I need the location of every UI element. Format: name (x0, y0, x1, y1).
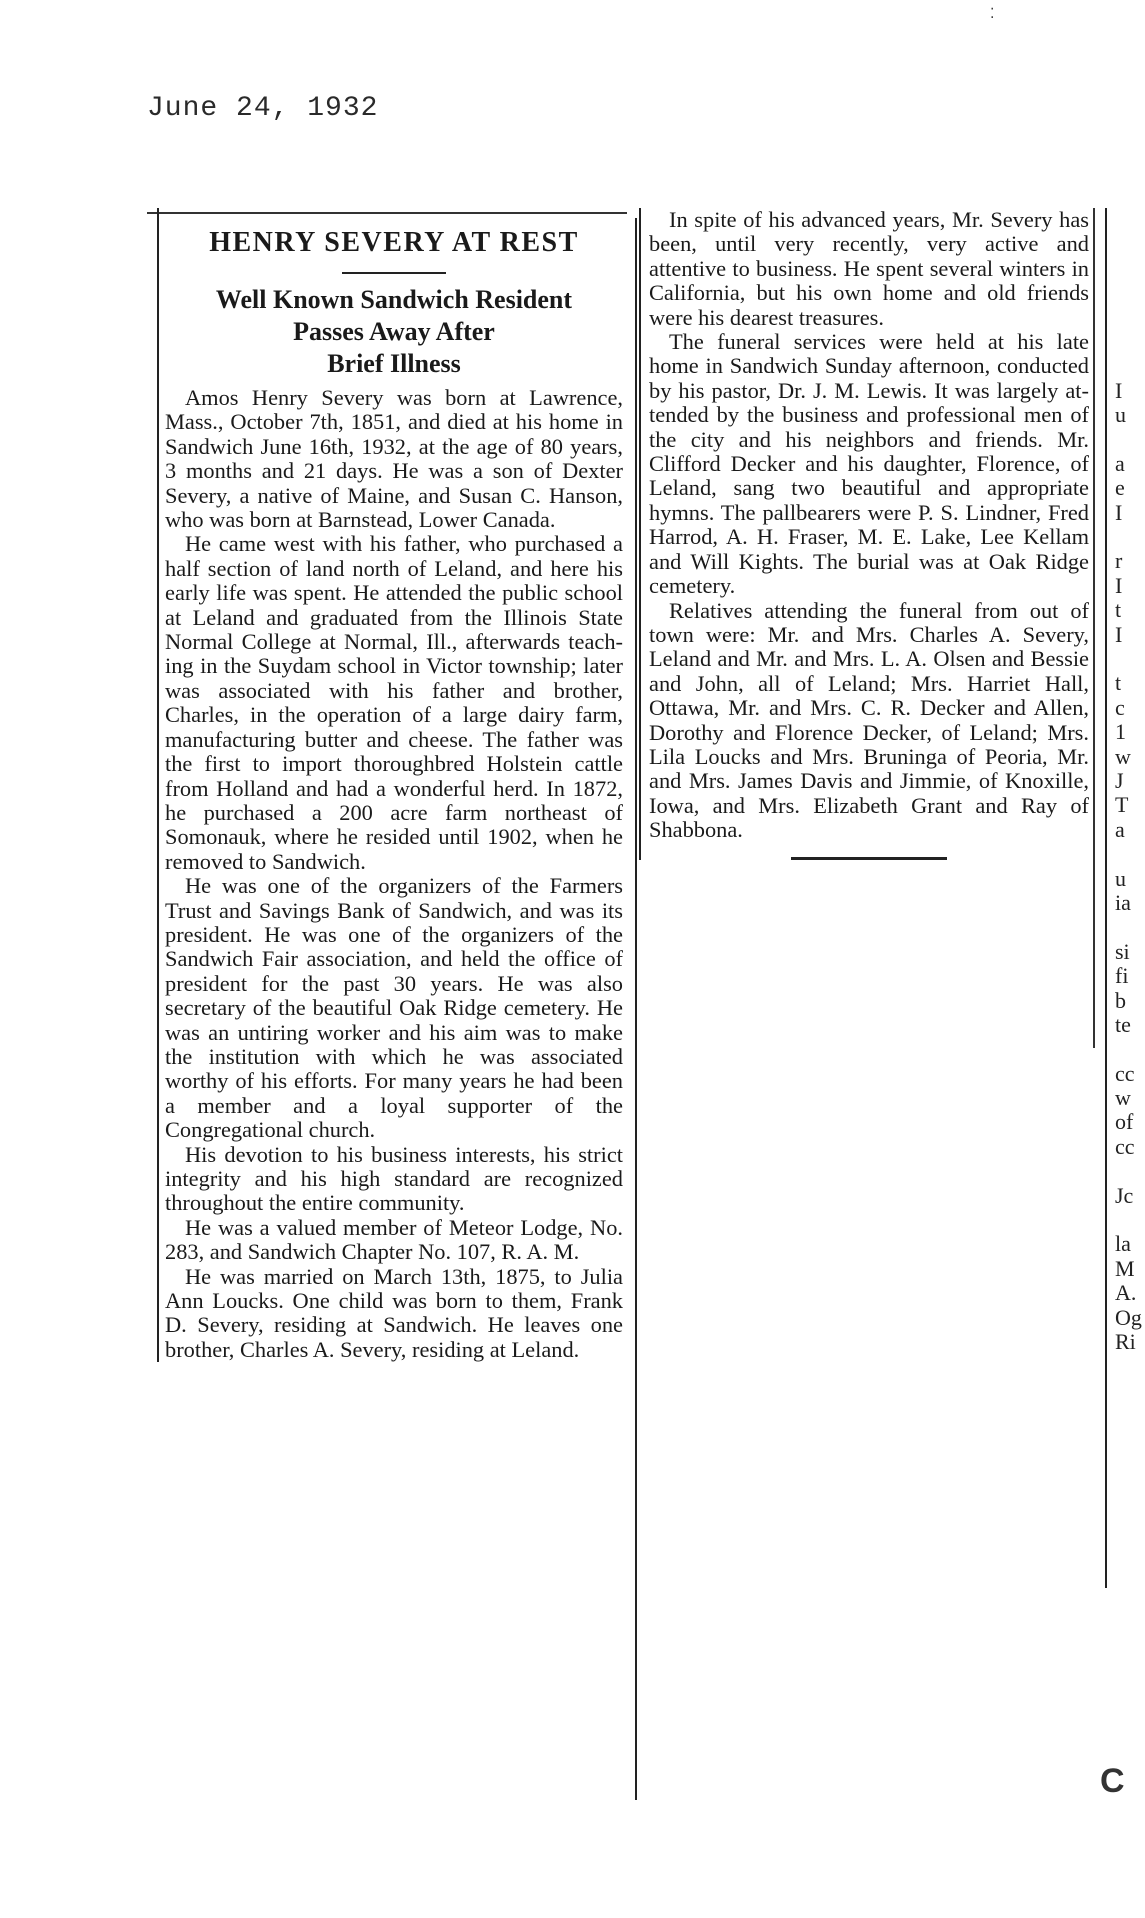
fragment-line: u (1115, 865, 1126, 891)
fragment-line (1115, 525, 1145, 549)
fragment-line: fi (1115, 963, 1129, 989)
fragment-line: I (1115, 572, 1123, 598)
fragment-line: ia (1115, 889, 1131, 915)
newspaper-clipping (147, 207, 1142, 1814)
fragment-line (1115, 428, 1145, 452)
fragment-line: a (1115, 450, 1125, 476)
fragment-line (1115, 354, 1145, 378)
fragment-line: t (1115, 670, 1122, 696)
fragment-line: w (1115, 1085, 1131, 1111)
scan-specks: ⁚ (990, 7, 995, 22)
fragment-line (1115, 1208, 1145, 1232)
adjacent-column-fragments (1115, 208, 1145, 1354)
fragment-line (1115, 306, 1145, 330)
fragment-line: u (1115, 402, 1126, 428)
fragment-line: te (1115, 1011, 1131, 1037)
fragment-line: r (1115, 548, 1123, 574)
fragment-line: b (1115, 987, 1126, 1013)
fragment-line (1115, 842, 1145, 866)
fragment-line: la (1115, 1231, 1131, 1257)
date-stamp: June 24, 1932 (147, 93, 379, 124)
deck-line: Well Known Sandwich Resident (215, 285, 573, 314)
fragment-line (1115, 1037, 1145, 1061)
fragment-line: I (1115, 499, 1123, 525)
fragment-line: w (1115, 743, 1131, 769)
deck-line: Brief Illness (327, 349, 461, 378)
column-rule (1093, 208, 1095, 1048)
fragment-line: c (1115, 694, 1125, 720)
article-deck (165, 284, 623, 380)
fragment-line (1115, 330, 1145, 354)
article-headline: HENRY SEVERY AT REST (209, 227, 579, 258)
fragment-line (1115, 208, 1145, 232)
article-paragraph: The funeral services were held at his late home in Sandwich Sunday afternoon, conducted by his pastor, Dr. J. M. Lewis. It was largely attended by the business and professional men of the city and his neighbors and friends. Mr. Clifford Decker and his daughter, Florence, of Leland, sang two beautiful and appropriate hymns. The pallbearers were P. S. Lindner, Fred Harrod, A. H. Fraser, M. E. Lake, Lee Kellam and Will Kights. The burial was at Oak Ridge cemetery. (649, 329, 1089, 599)
fragment-line (1115, 1159, 1145, 1183)
fragment-line: cc (1115, 1133, 1135, 1159)
article-end-rule (791, 857, 947, 860)
fragment-line (1115, 232, 1145, 256)
article-paragraph: Relatives attending the funeral from out of town were: Mr. and Mrs. Charles A. Severy, Leland and Mr. and Mrs. L. A. Olsen and Bessie and John, all of Leland; Mrs. Harriet Hall, Ottawa, Mr. and Mrs. C. R. Decker and Allen, Dorothy and Florence Decker, of Leland; Mrs. Lila Loucks and Mrs. Bruninga of Peoria, Mr. and Mrs. James Davis and Jimmie, of Knoxille, Iowa, and Mrs. Elizabeth Grant and Ray of Shabbona. (649, 597, 1089, 843)
fragment-line: a (1115, 816, 1125, 842)
fragment-line: cc (1115, 1060, 1135, 1086)
headline-rule (342, 272, 446, 274)
fragment-line: Og (1115, 1304, 1142, 1330)
fragment-line: Ri (1115, 1328, 1136, 1354)
fragment-line: I (1115, 377, 1123, 403)
fragment-line: t (1115, 597, 1122, 623)
fragment-line: of (1115, 1109, 1134, 1135)
fragment-line: 1 (1115, 719, 1126, 745)
article-paragraph: He was a valued member of Meteor Lodge, No. 283, and Sandwich Chapter No. 107, R. A. M. (165, 1214, 623, 1265)
column-rule (635, 218, 637, 1800)
fragment-line: J (1115, 767, 1124, 793)
article-column-1 (157, 208, 623, 1362)
fragment-line (1115, 257, 1145, 281)
fragment-line: Jc (1115, 1182, 1134, 1208)
article-column-2 (639, 208, 1089, 860)
article-paragraph: He was one of the organizers of the Farmers Trust and Savings Bank of Sandwich, and was its president. He was one of the organizers of the Sandwich Fair association, and held the office of president for the past 30 years. He was also secretary of the beautiful Oak Ridge cemetery. He was an untiring worker and his aim was to make the institution with which he was associated worthy of his efforts. For many years he had been a member and a loyal supporter of the Congregational church. (165, 873, 623, 1143)
fragment-line (1115, 281, 1145, 305)
fragment-line (1115, 647, 1145, 671)
corner-fragment: C (1100, 1762, 1125, 1800)
article-paragraph: He came west with his father, who purchased a half section of land north of Leland, and here his early life was spent. He attended the public school at Leland and graduated from the Illinois State Normal College at Normal, Ill., afterwards teaching in the Suydam school in Victor township; later was associated with his father and brother, Charles, in the operation of a large dairy farm, manufacturing butter and cheese. The father was the first to import thoroughbred Holstein cattle from Holland and had a wonderful herd. In 1872, he purchased a 200 acre farm northeast of Somonauk, where he resided until 1902, when he removed to Sandwich. (165, 531, 623, 874)
article-paragraph: Amos Henry Severy was born at Lawrence, Mass., October 7th, 1851, and died at his home in Sandwich June 16th, 1932, at the age of 80 years, 3 months and 21 days. He was a son of Dexter Severy, a native of Maine, and Susan C. Hanson, who was born at Barnstead, Lower Canada. (165, 385, 623, 533)
deck-line: Passes Away After (293, 317, 495, 346)
fragment-line (1115, 915, 1145, 939)
article-paragraph: His devotion to his business interests, his strict integrity and his high standard are recognized throughout the entire community. (165, 1141, 623, 1216)
article-paragraph: In spite of his advanced years, Mr. Severy has been, until very recently, very active and attentive to business. He spent several winters in California, but his own home and old friends were his dearest treasures. (649, 207, 1089, 330)
fragment-line: si (1115, 938, 1130, 964)
fragment-line: M (1115, 1255, 1135, 1281)
fragment-line: T (1115, 792, 1129, 818)
fragment-line: A. (1115, 1280, 1137, 1306)
fragment-line: I (1115, 621, 1123, 647)
article-paragraph: He was married on March 13th, 1875, to Julia Ann Loucks. One child was born to them, Frank D. Severy, residing at Sandwich. He leaves one brother, Charles A. Severy, residing at Leland. (165, 1263, 623, 1362)
column-rule (1105, 208, 1107, 1588)
fragment-line: e (1115, 475, 1125, 501)
